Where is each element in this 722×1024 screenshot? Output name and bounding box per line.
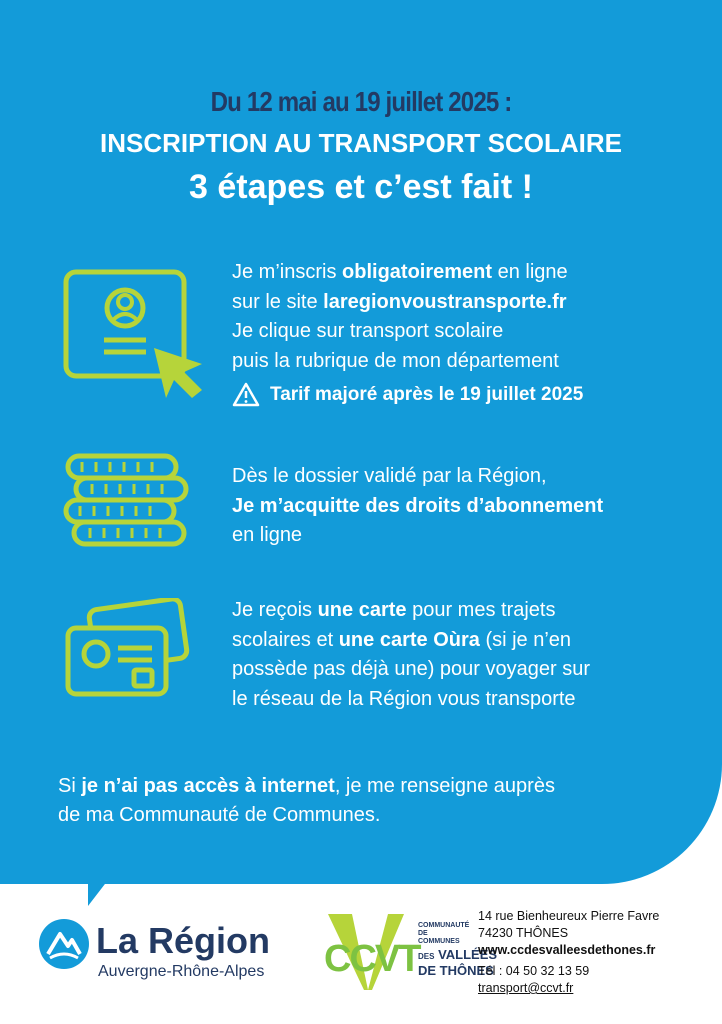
footnote: Si je n’ai pas accès à internet, je me renseigne auprès de ma Communauté de Communes.: [58, 775, 555, 826]
ccvt-small-text: COMMUNAUTÉ DE COMMUNES: [418, 922, 470, 945]
region-logo-icon: [38, 918, 90, 970]
page-title: INSCRIPTION AU TRANSPORT SCOLAIRE: [100, 128, 622, 158]
phone: Tél : 04 50 32 13 59: [478, 964, 590, 978]
region-sub: Auvergne-Rhône-Alpes: [98, 963, 265, 980]
warning-triangle-icon: [232, 382, 260, 407]
region-name: La Région: [96, 920, 271, 961]
step1-text: Je m’inscris obligatoirement en ligne sur le site laregionvoustransporte.fr Je clique sur transport scolaire puis la rubrique de mon département: [232, 261, 568, 372]
warning-line: Tarif majoré après le 19 juillet 2025: [232, 382, 583, 407]
cards-icon: [62, 598, 192, 703]
contact-block: [478, 908, 659, 997]
city: 74230 THÔNES: [478, 926, 569, 940]
coin-stack-icon: [62, 452, 192, 560]
step2-text: Dès le dossier validé par la Région, Je m’acquitte des droits d’abonnement en ligne: [232, 465, 604, 546]
page-subtitle: 3 étapes et c’est fait !: [189, 168, 533, 206]
address: 14 rue Bienheureux Pierre Favre: [478, 909, 660, 923]
profile-screen-cursor-icon: [62, 268, 212, 403]
website-link[interactable]: www.ccdesvalleesdethones.fr: [478, 943, 656, 957]
speech-tail: [88, 880, 108, 906]
ccvt-wordmark: CCVT: [324, 938, 420, 980]
ccvt-name: DES VALLÉES DE THÔNES: [418, 947, 498, 978]
email-link[interactable]: transport@ccvt.fr: [478, 981, 574, 995]
step3-text: Je reçois une carte pour mes trajets scolaires et une carte Oùra (si je n’en possède pas déjà une) pour voyager sur le réseau de la Région vous transporte: [232, 599, 591, 710]
date-range: Du 12 mai au 19 juillet 2025 :: [210, 86, 512, 117]
